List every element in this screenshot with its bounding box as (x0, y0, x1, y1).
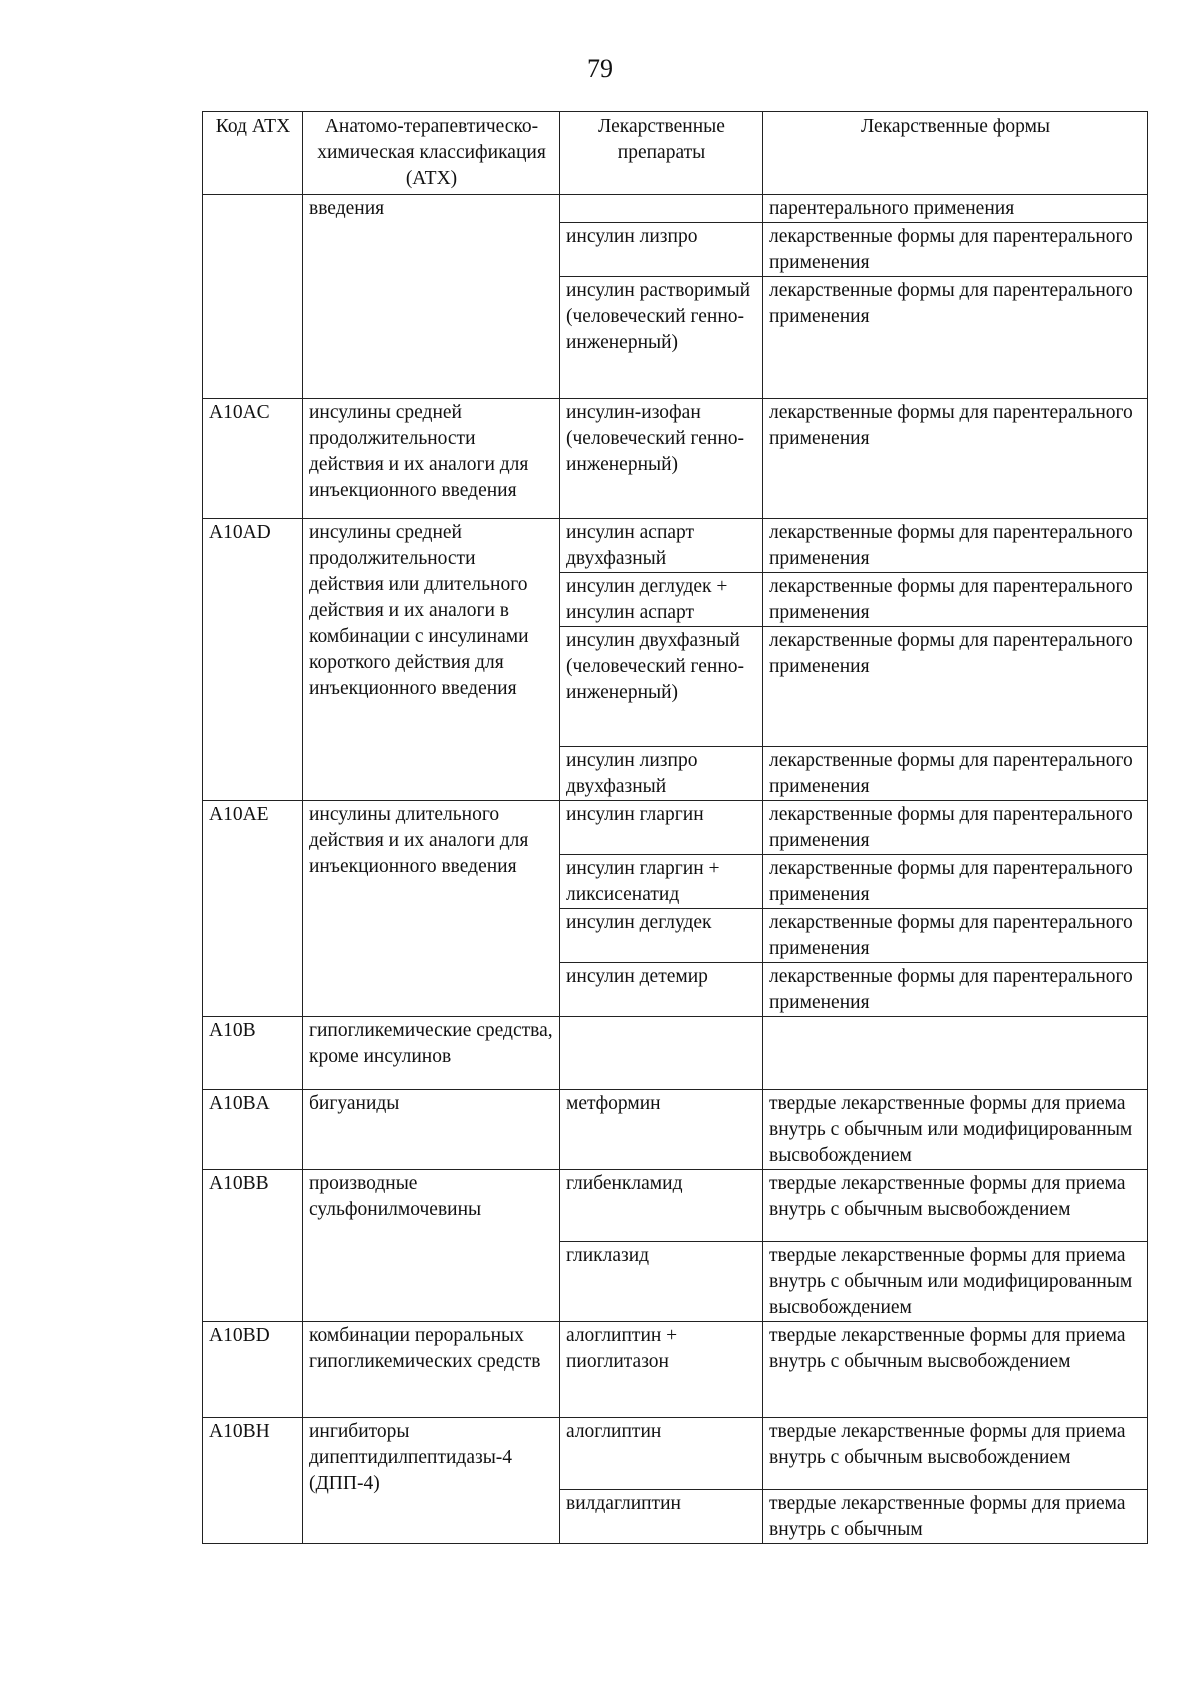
drug-name-cell: инсулин-изофан (человеческий генно-инженерный) (560, 399, 763, 519)
atc-code-cell: A10B (203, 1017, 303, 1090)
table-row (203, 1017, 1148, 1090)
drug-name-cell: инсулин деглудек (560, 909, 763, 963)
dosage-form-cell: лекарственные формы для парентерального применения (763, 963, 1148, 1017)
drug-name-cell: инсулин деглудек + инсулин аспарт (560, 573, 763, 627)
drug-name-cell: инсулин детемир (560, 963, 763, 1017)
table-row (203, 801, 1148, 855)
table-header-row (203, 112, 1148, 195)
table-row (203, 195, 1148, 223)
dosage-form-cell: твердые лекарственные формы для приема внутрь с обычным (763, 1490, 1148, 1544)
atc-classification-cell: введения (303, 195, 560, 399)
table-row (203, 1418, 1148, 1490)
table-body (203, 195, 1148, 1544)
atc-classification-cell: ингибиторы дипептидилпептидазы-4 (ДПП-4) (303, 1418, 560, 1544)
dosage-form-cell: лекарственные формы для парентерального применения (763, 277, 1148, 399)
dosage-form-cell: твердые лекарственные формы для приема внутрь с обычным высвобождением (763, 1170, 1148, 1242)
atc-classification-cell: инсулины средней продолжительности действия и их аналоги для инъекционного введения (303, 399, 560, 519)
dosage-form-cell: твердые лекарственные формы для приема внутрь с обычным или модифицированным высвобождением (763, 1090, 1148, 1170)
drug-name-cell: инсулин лизпро двухфазный (560, 747, 763, 801)
header-classification: Анатомо-терапевтическо-химическая классификация (АТХ) (303, 112, 560, 195)
drug-name-cell: гликлазид (560, 1242, 763, 1322)
drug-name-cell: вилдаглиптин (560, 1490, 763, 1544)
dosage-form-cell: лекарственные формы для парентерального применения (763, 747, 1148, 801)
drug-name-cell: инсулин лизпро (560, 223, 763, 277)
atc-code-cell: A10BA (203, 1090, 303, 1170)
atc-classification-cell: комбинации пероральных гипогликемических средств (303, 1322, 560, 1418)
dosage-form-cell: лекарственные формы для парентерального применения (763, 801, 1148, 855)
dosage-form-cell: лекарственные формы для парентерального применения (763, 627, 1148, 747)
drug-name-cell: алоглиптин (560, 1418, 763, 1490)
header-forms: Лекарственные формы (763, 112, 1148, 195)
drug-name-cell: алоглиптин + пиоглитазон (560, 1322, 763, 1418)
table-row (203, 399, 1148, 519)
atc-classification-cell: инсулины длительного действия и их аналоги для инъекционного введения (303, 801, 560, 1017)
dosage-form-cell (763, 1017, 1148, 1090)
table-row (203, 1322, 1148, 1418)
atc-code-cell: A10BB (203, 1170, 303, 1322)
drug-name-cell (560, 195, 763, 223)
atc-code-cell: A10AE (203, 801, 303, 1017)
drug-name-cell: метформин (560, 1090, 763, 1170)
dosage-form-cell: лекарственные формы для парентерального применения (763, 909, 1148, 963)
atc-classification-cell: инсулины средней продолжительности действия или длительного действия и их аналоги в комбинации с инсулинами короткого действия для инъекционного введения (303, 519, 560, 801)
atc-code-cell: A10AC (203, 399, 303, 519)
drug-name-cell (560, 1017, 763, 1090)
atc-classification-cell: производные сульфонилмочевины (303, 1170, 560, 1322)
drug-name-cell: инсулин аспарт двухфазный (560, 519, 763, 573)
dosage-form-cell: твердые лекарственные формы для приема внутрь с обычным высвобождением (763, 1418, 1148, 1490)
dosage-form-cell: твердые лекарственные формы для приема внутрь с обычным высвобождением (763, 1322, 1148, 1418)
atc-code-cell: A10BD (203, 1322, 303, 1418)
dosage-form-cell: парентерального применения (763, 195, 1148, 223)
header-drugs: Лекарственные препараты (560, 112, 763, 195)
table-row (203, 519, 1148, 573)
page-number: 79 (587, 54, 613, 83)
atc-code-cell: A10AD (203, 519, 303, 801)
dosage-form-cell: лекарственные формы для парентерального применения (763, 573, 1148, 627)
dosage-form-cell: лекарственные формы для парентерального применения (763, 223, 1148, 277)
dosage-form-cell: лекарственные формы для парентерального применения (763, 399, 1148, 519)
dosage-form-cell: лекарственные формы для парентерального применения (763, 855, 1148, 909)
drug-name-cell: инсулин растворимый (человеческий генно-инженерный) (560, 277, 763, 399)
drug-name-cell: инсулин гларгин (560, 801, 763, 855)
table-row (203, 1090, 1148, 1170)
atc-classification-cell: бигуаниды (303, 1090, 560, 1170)
drug-name-cell: инсулин двухфазный (человеческий генно-инженерный) (560, 627, 763, 747)
atc-code-cell (203, 195, 303, 399)
dosage-form-cell: твердые лекарственные формы для приема внутрь с обычным или модифицированным высвобождением (763, 1242, 1148, 1322)
drug-name-cell: глибенкламид (560, 1170, 763, 1242)
drug-name-cell: инсулин гларгин + ликсисенатид (560, 855, 763, 909)
dosage-form-cell: лекарственные формы для парентерального применения (763, 519, 1148, 573)
table-row (203, 1170, 1148, 1242)
atc-code-cell: A10BH (203, 1418, 303, 1544)
atc-classification-cell: гипогликемические средства, кроме инсулинов (303, 1017, 560, 1090)
atc-drug-table (202, 111, 1148, 1544)
header-code: Код АТХ (203, 112, 303, 195)
